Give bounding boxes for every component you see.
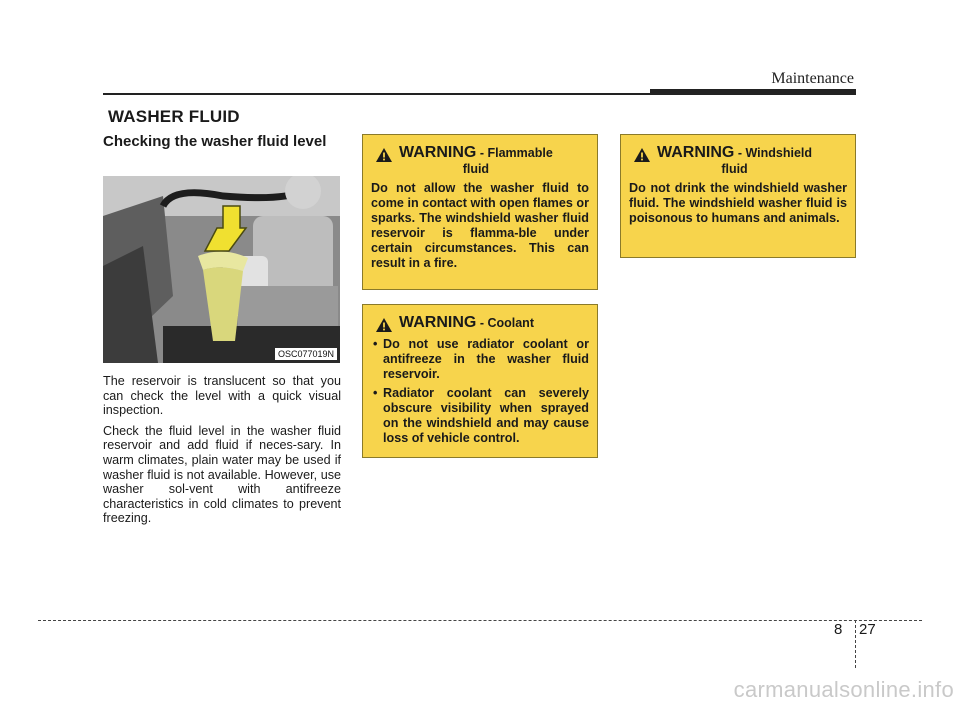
warning-subtitle: - Coolant <box>479 316 534 330</box>
header-rule-accent <box>650 89 856 95</box>
chapter-number: 8 <box>834 621 843 638</box>
warning-triangle-icon <box>375 317 393 333</box>
body-paragraph: Check the fluid level in the washer fluid reservoir and add fluid if neces-sary. In warm climates, plain water may be used if washer fluid is not available. However, use washer sol-vent with antifreeze characteristics in cold climates to prevent freezing. <box>103 423 341 526</box>
warning-list-item: • Do not use radiator coolant or antifreeze in the washer fluid reservoir. <box>371 337 589 382</box>
warning-subtitle: - Windshield <box>737 146 813 160</box>
warning-subtitle-continued: fluid <box>462 162 490 176</box>
figure-caption: OSC077019N <box>275 348 337 360</box>
watermark: carmanualsonline.info <box>733 677 954 702</box>
warning-text: Do not drink the windshield washer fluid. The windshield washer fluid is poisonous to humans and animals. <box>629 181 847 225</box>
warning-subtitle-continued: fluid <box>721 162 748 176</box>
warning-flammable <box>362 134 598 290</box>
warning-list <box>371 337 589 446</box>
engine-bay-illustration <box>103 176 340 363</box>
section-title: WASHER FLUID <box>108 107 240 126</box>
running-head: Maintenance <box>771 70 854 87</box>
warning-title: WARNING <box>399 144 477 161</box>
warning-title: WARNING <box>399 314 477 331</box>
page-number: 27 <box>859 621 876 638</box>
footer-rule <box>38 620 922 621</box>
footer-divider <box>855 620 856 668</box>
body-text <box>103 374 341 532</box>
warning-subtitle: - Flammable <box>479 146 553 160</box>
warning-list-item: • Radiator coolant can severely obscure visibility when sprayed on the windshield and may cause loss of vehicle control. <box>371 386 589 446</box>
warning-triangle-icon <box>633 147 651 163</box>
engine-bay-photo <box>103 176 340 363</box>
warning-title: WARNING <box>657 144 735 161</box>
warning-triangle-icon <box>375 147 393 163</box>
subsection-title: Checking the washer fluid level <box>103 133 327 150</box>
warning-coolant <box>362 304 598 458</box>
warning-windshield <box>620 134 856 258</box>
warning-text: Do not allow the washer fluid to come in contact with open flames or sparks. The windshield washer fluid reservoir is flamma-ble under certain circumstances. This can result in a fire. <box>371 181 589 270</box>
body-paragraph: The reservoir is translucent so that you can check the level with a quick visual inspection. <box>103 374 341 418</box>
header-rule <box>103 93 651 95</box>
